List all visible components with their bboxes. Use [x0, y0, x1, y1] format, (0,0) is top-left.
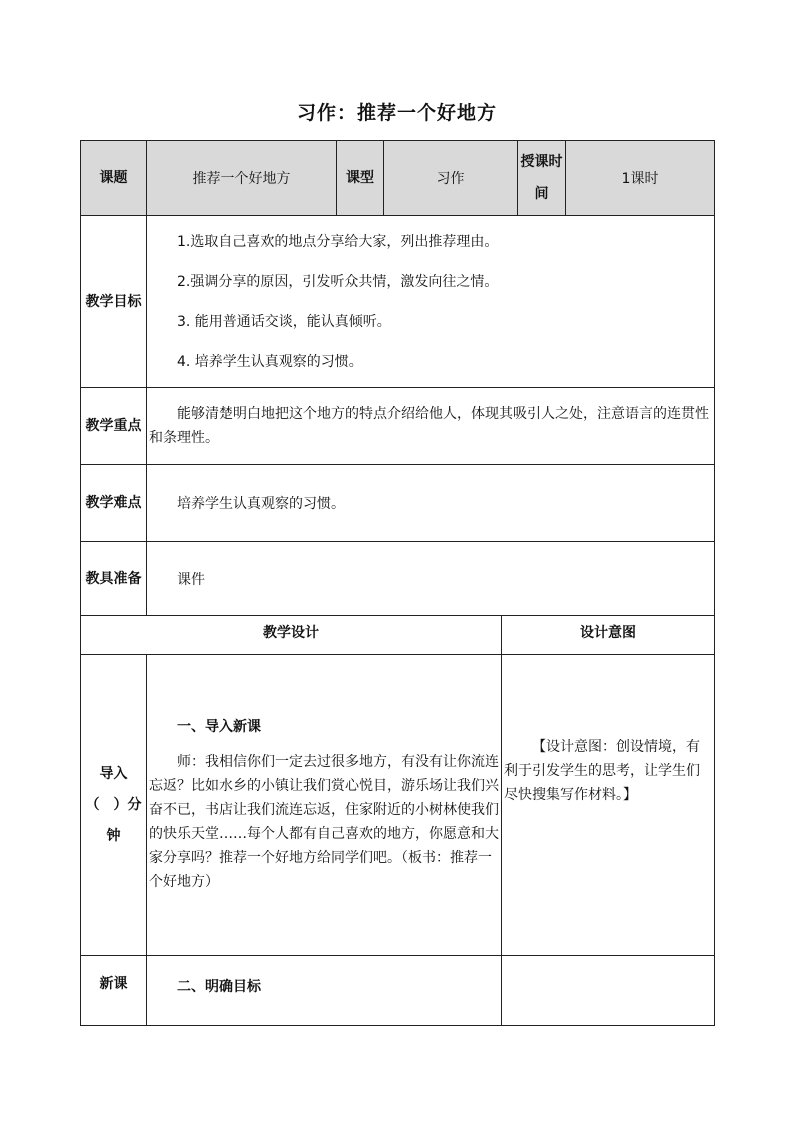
materials-text: 课件: [177, 571, 205, 588]
goals-row: [81, 216, 715, 388]
design-header-row: [81, 616, 715, 655]
intro-content-cell: [147, 655, 502, 956]
time-value: 1课时: [566, 141, 715, 216]
difficulties-cell: [147, 465, 715, 542]
difficulties-label: 教学难点: [81, 465, 147, 542]
new-lesson-intent-cell: [502, 956, 715, 1026]
new-lesson-content-cell: [147, 956, 502, 1026]
intro-intent: 【设计意图：创设情境，有利于引发学生的思考，让学生们尽快搜集写作材料。】: [504, 739, 700, 803]
goal-item: 3. 能用普通话交谈，能认真倾听。: [177, 313, 391, 330]
difficulties-row: [81, 465, 715, 542]
intro-intent-cell: [502, 655, 715, 956]
new-lesson-heading: 二、明确目标: [177, 979, 261, 995]
header-row: [81, 141, 715, 216]
difficulties-text: 培养学生认真观察的习惯。: [177, 496, 345, 512]
intro-body: 师：我相信你们一定去过很多地方，有没有让你流连忘返？比如水乡的小镇让我们赏心悦目，游乐场让我们兴奋不已，书店让我们流连忘返，住家附近的小树林使我们的快乐天堂……每个人都有自己喜欢的地方，你愿意和大家分享吗？推荐一个好地方给同学们吧。（板书：推荐一个好地方）: [149, 754, 499, 890]
type-value: 习作: [384, 141, 518, 216]
new-lesson-row: [81, 956, 715, 1026]
key-points-label: 教学重点: [81, 388, 147, 465]
type-label: 课型: [337, 141, 384, 216]
goal-item: 1.选取自己喜欢的地点分享给大家，列出推荐理由。: [177, 233, 499, 250]
intro-row: [81, 655, 715, 956]
goal-item: 4. 培养学生认真观察的习惯。: [177, 353, 363, 370]
new-lesson-label: 新课: [81, 956, 147, 1026]
intro-label: 导入（ ）分钟: [81, 655, 147, 956]
materials-label: 教具准备: [81, 542, 147, 616]
page-title: 习作：推荐一个好地方: [296, 102, 497, 124]
lesson-plan-table: [80, 140, 715, 1026]
design-header-right: 设计意图: [502, 616, 715, 655]
time-label: 授课时间: [518, 141, 566, 216]
key-points-text: 能够清楚明白地把这个地方的特点介绍给他人，体现其吸引人之处，注意语言的连贯性和条理性。: [149, 406, 709, 446]
materials-cell: [147, 542, 715, 616]
intro-heading: 一、导入新课: [177, 719, 261, 735]
design-header-left: 教学设计: [81, 616, 502, 655]
goals-label: 教学目标: [81, 216, 147, 388]
key-points-row: [81, 388, 715, 465]
topic-value: 推荐一个好地方: [147, 141, 337, 216]
goals-cell: [147, 216, 715, 388]
key-points-cell: [147, 388, 715, 465]
goal-item: 2.强调分享的原因，引发听众共情，激发向往之情。: [177, 273, 499, 290]
materials-row: [81, 542, 715, 616]
topic-label: 课题: [81, 141, 147, 216]
